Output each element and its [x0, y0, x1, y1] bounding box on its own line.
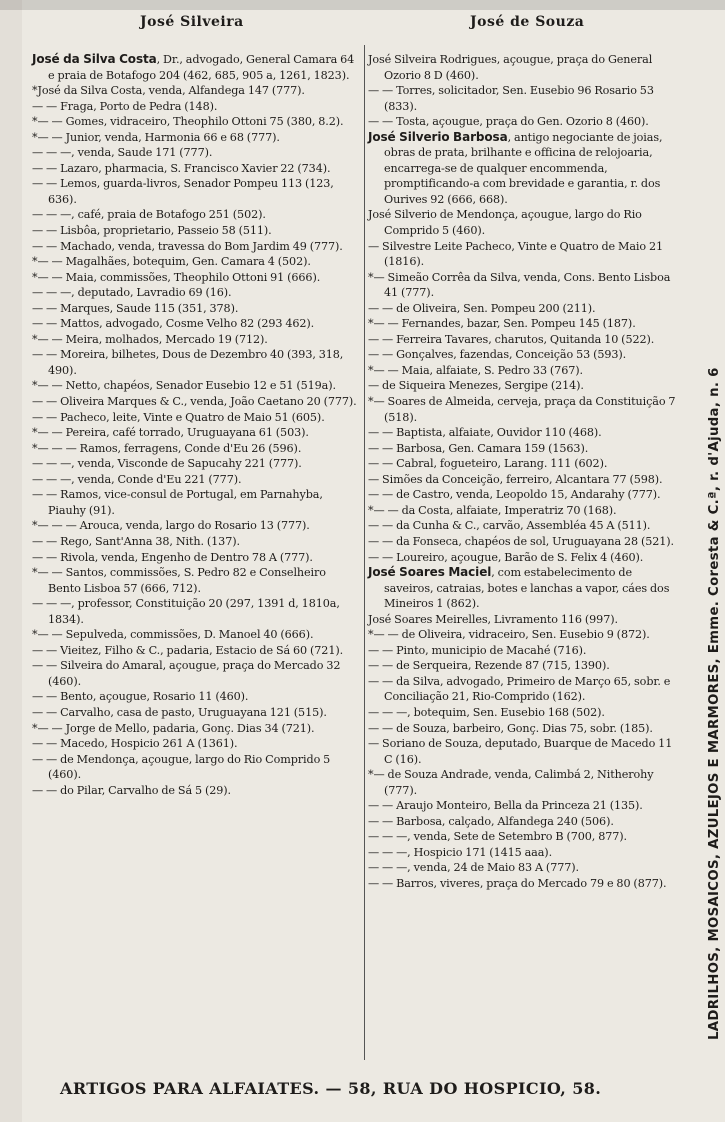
directory-entry [368, 829, 682, 845]
directory-entry [368, 674, 682, 705]
directory-entry [368, 347, 682, 363]
entry-text: — — —, Hospicio 171 (1415 aaa). [368, 845, 553, 859]
footer-advertisement: ARTIGOS PARA ALFAIATES. — 58, RUA DO HOSPICIO, 58. [60, 1079, 602, 1098]
entry-text: — — Ramos, vice-consul de Portugal, em Parnahyba, Piauhy (91). [32, 488, 323, 517]
directory-entry [32, 145, 360, 161]
entry-text: — — Rivola, venda, Engenho de Dentro 78 A (777). [32, 550, 313, 564]
entry-text: — — de Souza, barbeiro, Gonç. Dias 75, sobr. (185). [368, 721, 653, 735]
entry-text: *— — Junior, venda, Harmonia 66 e 68 (777). [32, 130, 280, 144]
entry-text: , com estabelecimento de saveiros, catraias, botes e lanchas a vapor, cáes dos Mineiros 1 (862). [384, 566, 670, 611]
entry-text: *— — Netto, chapéos, Senador Eusebio 12 e 51 (519a). [32, 379, 336, 393]
directory-entry [368, 114, 682, 130]
directory-entry [32, 239, 360, 255]
entry-name: José Soares Maciel [368, 565, 492, 580]
entry-text: — — Pinto, municipio de Macahé (716). [368, 643, 587, 657]
entry-text: *— — — Ramos, ferragens, Conde d'Eu 26 (596). [32, 441, 302, 455]
directory-entry [32, 472, 360, 488]
entry-text: — — Ferreira Tavares, charutos, Quitanda 10 (522). [368, 332, 655, 346]
directory-entry [32, 721, 360, 737]
entry-text: — Simões da Conceição, ferreiro, Alcantara 77 (598). [368, 472, 663, 486]
entry-text: — — de Oliveira, Sen. Pompeu 200 (211). [368, 301, 596, 315]
directory-entry [368, 472, 682, 488]
running-header-right: José de Souza [470, 14, 585, 30]
directory-entry [32, 83, 360, 99]
entry-name: José da Silva Costa [32, 52, 157, 66]
entry-text: — — —, venda, Sete de Setembro B (700, 877). [368, 830, 627, 844]
directory-entry [368, 316, 682, 332]
directory-entry [368, 130, 682, 208]
directory-entry [32, 52, 360, 83]
directory-entry [368, 550, 682, 566]
entry-text: *— — Santos, commissões, S. Pedro 82 e Conselheiro Bento Lisboa 57 (666, 712). [32, 566, 326, 595]
directory-entry [32, 394, 360, 410]
entry-text: — — da Cunha & C., carvão, Assembléa 45 A (511). [368, 519, 651, 533]
entry-text: *— — Maia, alfaiate, S. Pedro 33 (767). [368, 363, 583, 377]
entry-text: *— — Pereira, café torrado, Uruguayana 61 (503). [32, 426, 309, 440]
entry-text: — — —, venda, Conde d'Eu 221 (777). [32, 472, 242, 486]
entry-text: — — —, café, praia de Botafogo 251 (502). [32, 208, 266, 222]
entry-text: *— — Fernandes, bazar, Sen. Pompeu 145 (187). [368, 317, 636, 331]
entry-text: — — Araujo Monteiro, Bella da Princeza 21 (135). [368, 799, 643, 813]
entry-text: *— — Jorge de Mello, padaria, Gonç. Dias 34 (721). [32, 721, 315, 735]
directory-entry [368, 378, 682, 394]
directory-entry [368, 394, 682, 425]
entry-text: — — da Silva, advogado, Primeiro de Março 65, sobr. e Conciliação 21, Rio-Comprido (162). [368, 674, 671, 704]
directory-entry [32, 752, 360, 783]
entry-text: — — Fraga, Porto de Pedra (148). [32, 99, 218, 113]
directory-entry [368, 83, 682, 114]
entry-text: — — Lisbôa, proprietario, Passeio 58 (511). [32, 224, 272, 238]
directory-entry [32, 270, 360, 286]
entry-text: *— Simeão Corrêa da Silva, venda, Cons. Bento Lisboa 41 (777). [368, 270, 671, 300]
directory-entry [368, 860, 682, 876]
directory-entry [368, 425, 682, 441]
entry-text: — — Carvalho, casa de pasto, Uruguayana 121 (515). [32, 705, 327, 719]
directory-entry [32, 487, 360, 518]
directory-entry [32, 518, 360, 534]
entry-text: — — Tosta, açougue, praça do Gen. Ozorio 8 (460). [368, 115, 649, 129]
entry-text: , antigo negociante de joias, obras de prata, brilhante e officina de relojoaria, encarrega-se de qualquer encommenda, promptificando-a com brevidade e garantia, r. dos Ourives 92 (666, 668). [384, 130, 663, 206]
entry-text: — — Mattos, advogado, Cosme Velho 82 (293 462). [32, 317, 315, 331]
directory-entry [368, 52, 682, 83]
entry-text: — — Torres, solicitador, Sen. Eusebio 96 Rosario 53 (833). [368, 84, 654, 113]
directory-entry [32, 99, 360, 115]
directory-entry [32, 285, 360, 301]
directory-entry [32, 161, 360, 177]
side-advertisement-text: LADRILHOS, MOSAICOS, AZULEJOS E MARMORES, Emme. Coresta & C.ª, r. d'Ajuda, n. 6 [707, 367, 722, 1040]
entry-text: — — —, professor, Constituição 20 (297, 1391 d, 1810a, 1834). [32, 597, 340, 626]
directory-entry [32, 223, 360, 239]
entry-text: — — Marques, Saude 115 (351, 378). [32, 301, 239, 315]
directory-entry [32, 705, 360, 721]
entry-text: *— — da Costa, alfaiate, Imperatriz 70 (168). [368, 503, 617, 517]
entry-text: — — Oliveira Marques & C., venda, João Caetano 20 (777). [32, 395, 357, 409]
entry-text: — — —, deputado, Lavradio 69 (16). [32, 286, 232, 300]
directory-entry [368, 441, 682, 457]
directory-entry [368, 627, 682, 643]
directory-entry [32, 332, 360, 348]
directory-entry [32, 550, 360, 566]
directory-entry [32, 643, 360, 659]
entry-text: — — de Serqueira, Rezende 87 (715, 1390). [368, 659, 610, 673]
entry-text: — — Bento, açougue, Rosario 11 (460). [32, 690, 249, 704]
entry-text: — — Barbosa, Gen. Camara 159 (1563). [368, 441, 589, 455]
top-print-noise [0, 0, 725, 10]
entry-text: — Soriano de Souza, deputado, Buarque de Macedo 11 C (16). [368, 737, 673, 766]
directory-entry [368, 207, 682, 238]
entry-text: — — Barbosa, calçado, Alfandega 240 (506). [368, 814, 614, 828]
directory-entry [368, 721, 682, 737]
directory-entry [368, 736, 682, 767]
directory-entry [32, 378, 360, 394]
entry-text: — — Gonçalves, fazendas, Conceição 53 (593). [368, 348, 627, 362]
entry-text: *— de Souza Andrade, venda, Calimbá 2, Nitherohy (777). [368, 768, 654, 797]
directory-entry [32, 347, 360, 378]
entry-text: José Soares Meirelles, Livramento 116 (997). [368, 612, 618, 626]
directory-entry [32, 176, 360, 207]
directory-entry [368, 643, 682, 659]
directory-entry [32, 783, 360, 799]
entry-name: José Silverio Barbosa [368, 129, 508, 144]
entry-text: — — Macedo, Hospicio 261 A (1361). [32, 737, 238, 751]
directory-entry [368, 798, 682, 814]
running-header-left: José Silveira [140, 14, 244, 30]
directory-entry [368, 565, 682, 612]
directory-entry [368, 767, 682, 798]
entry-text: — — Pacheco, leite, Vinte e Quatro de Maio 51 (605). [32, 410, 325, 424]
directory-entry [368, 876, 682, 892]
entry-text: *— — de Oliveira, vidraceiro, Sen. Eusebio 9 (872). [368, 628, 650, 642]
entry-text: — — Rego, Sant'Anna 38, Nith. (137). [32, 534, 240, 548]
directory-entry [32, 736, 360, 752]
entry-text: — — Lemos, guarda-livros, Senador Pompeu 113 (123, 636). [32, 177, 334, 206]
directory-entry [368, 363, 682, 379]
directory-entry [368, 456, 682, 472]
directory-entry [368, 239, 682, 270]
entry-text: — — Silveira do Amaral, açougue, praça do Mercado 32 (460). [32, 659, 341, 688]
entry-text: *— Soares de Almeida, cerveja, praça da Constituição 7 (518). [368, 395, 676, 424]
entry-text: *— — Sepulveda, commissões, D. Manoel 40 (666). [32, 628, 314, 642]
entry-text: *— — — Arouca, venda, largo do Rosario 13 (777). [32, 519, 310, 533]
directory-entry [32, 425, 360, 441]
entry-text: — — de Castro, venda, Leopoldo 15, Andarahy (777). [368, 488, 661, 502]
directory-entry [32, 534, 360, 550]
entry-text: , Dr., advogado, General Camara 64 e praia de Botafogo 204 (462, 685, 905 a, 1261, 1823). [48, 53, 355, 82]
directory-entry [32, 410, 360, 426]
directory-entry [368, 301, 682, 317]
directory-entry [32, 658, 360, 689]
entry-text: — Silvestre Leite Pacheco, Vinte e Quatro de Maio 21 (1816). [368, 239, 664, 269]
directory-entry [32, 441, 360, 457]
entry-text: — — —, venda, Saude 171 (777). [32, 146, 213, 160]
entry-text: *— — Magalhães, botequim, Gen. Camara 4 (502). [32, 255, 311, 269]
directory-entry [368, 705, 682, 721]
directory-entry [368, 518, 682, 534]
entry-text: — — Cabral, fogueteiro, Larang. 111 (602). [368, 457, 608, 471]
directory-entry [368, 814, 682, 830]
entry-text: *— — Meira, molhados, Mercado 19 (712). [32, 332, 268, 346]
entry-text: — — —, venda, 24 de Maio 83 A (777). [368, 861, 579, 875]
directory-entry [368, 503, 682, 519]
directory-entry [368, 270, 682, 301]
directory-column-left [32, 52, 360, 798]
entry-text: — — Lazaro, pharmacia, S. Francisco Xavier 22 (734). [32, 161, 331, 175]
directory-entry [32, 456, 360, 472]
directory-entry [32, 130, 360, 146]
entry-text: — — de Mendonça, açougue, largo do Rio Comprido 5 (460). [32, 752, 331, 782]
entry-text: — — —, botequim, Sen. Eusebio 168 (502). [368, 705, 605, 719]
entry-text: *José da Silva Costa, venda, Alfandega 147 (777). [32, 84, 305, 98]
directory-entry [32, 627, 360, 643]
entry-text: — — Baptista, alfaiate, Ouvidor 110 (468). [368, 426, 602, 440]
directory-entry [32, 689, 360, 705]
entry-text: — — Barros, viveres, praça do Mercado 79 e 80 (877). [368, 876, 667, 890]
entry-text: — de Siqueira Menezes, Sergipe (214). [368, 379, 584, 393]
directory-entry [368, 845, 682, 861]
directory-entry [368, 612, 682, 628]
entry-text: José Silveira Rodrigues, açougue, praça do General Ozorio 8 D (460). [368, 53, 653, 82]
entry-text: — — Moreira, bilhetes, Dous de Dezembro 40 (393, 318, 490). [32, 348, 344, 377]
entry-text: — — da Fonseca, chapéos de sol, Uruguayana 28 (521). [368, 534, 675, 548]
directory-entry [32, 565, 360, 596]
entry-text: — — Machado, venda, travessa do Bom Jardim 49 (777). [32, 239, 343, 253]
column-divider [364, 45, 365, 1060]
directory-entry [368, 658, 682, 674]
directory-entry [32, 316, 360, 332]
directory-entry [32, 596, 360, 627]
entry-text: — — —, venda, Visconde de Sapucahy 221 (777). [32, 457, 302, 471]
entry-text: *— — Maia, commissões, Theophilo Ottoni 91 (666). [32, 270, 321, 284]
directory-entry [32, 207, 360, 223]
directory-entry [32, 301, 360, 317]
directory-entry [368, 487, 682, 503]
directory-column-right [368, 52, 682, 892]
directory-entry [368, 332, 682, 348]
directory-entry [32, 254, 360, 270]
entry-text: José Silverio de Mendonça, açougue, largo do Rio Comprido 5 (460). [368, 208, 642, 238]
entry-text: — — Vieitez, Filho & C., padaria, Estacio de Sá 60 (721). [32, 643, 344, 657]
entry-text: — — Loureiro, açougue, Barão de S. Felix 4 (460). [368, 550, 644, 564]
directory-entry [32, 114, 360, 130]
directory-entry [368, 534, 682, 550]
entry-text: — — do Pilar, Carvalho de Sá 5 (29). [32, 783, 231, 797]
page-margin [0, 0, 22, 1122]
entry-text: *— — Gomes, vidraceiro, Theophilo Ottoni 75 (380, 8.2). [32, 115, 344, 129]
